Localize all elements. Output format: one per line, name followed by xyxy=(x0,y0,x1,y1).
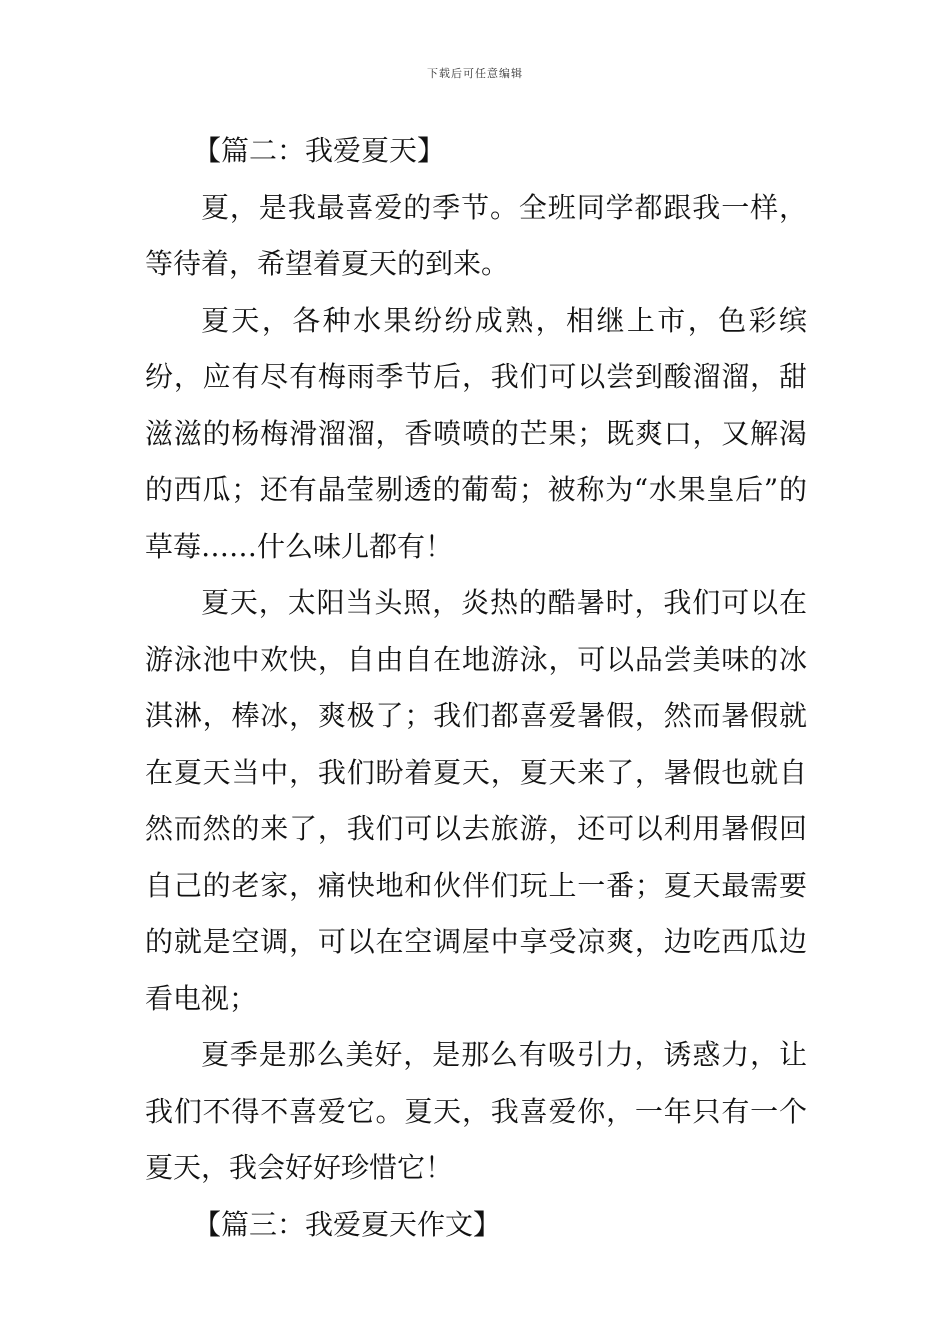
paragraph-3: 夏天，太阳当头照，炎热的酷暑时，我们可以在游泳池中欢快，自由自在地游泳，可以品尝美味的冰淇淋，棒冰，爽极了；我们都喜爱暑假，然而暑假就在夏天当中，我们盼着夏天，夏天来了，暑假也就自然而然的来了，我们可以去旅游，还可以利用暑假回自己的老家，痛快地和伙伴们玩上一番；夏天最需要的就是空调，可以在空调屋中享受凉爽，边吃西瓜边看电视； xyxy=(145,586,807,1015)
paragraph-2: 夏天，各种水果纷纷成熟，相继上市，色彩缤纷，应有尽有梅雨季节后，我们可以尝到酸溜溜，甜滋滋的杨梅滑溜溜，香喷喷的芒果；既爽口，又解渴的西瓜；还有晶莹剔透的葡萄；被称为“水果皇后”的草莓……什么味儿都有！ xyxy=(145,303,807,563)
header-note: 下载后可任意编辑 xyxy=(427,67,523,80)
section-heading-3: 【篇三：我爱夏天作文】 xyxy=(193,1207,502,1241)
paragraph-1: 夏，是我最喜爱的季节。全班同学都跟我一样，等待着，希望着夏天的到来。 xyxy=(145,190,807,280)
paragraph-4: 夏季是那么美好，是那么有吸引力，诱惑力，让我们不得不喜爱它。夏天，我喜爱你，一年只有一个夏天，我会好好珍惜它！ xyxy=(145,1038,807,1184)
document-body xyxy=(145,123,807,1253)
section-heading-2: 【篇二：我爱夏天】 xyxy=(193,134,446,167)
